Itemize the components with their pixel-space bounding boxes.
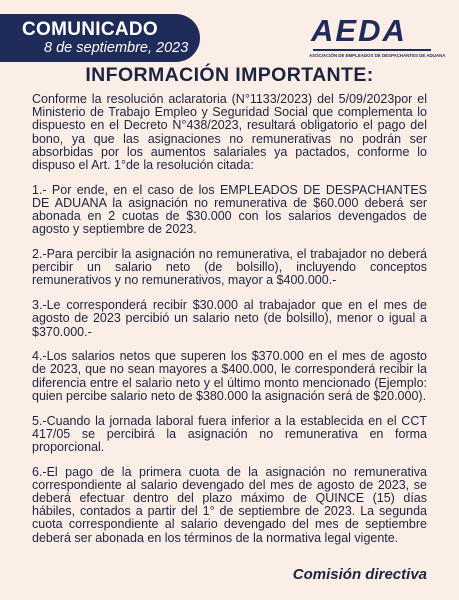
point-6: 6.-El pago de la primera cuota de la asignación no remunerativa correspondiente al salario devengado del mes de agosto de 2023, se deberá efectuar dentro del plazo máximo de QUINCE (15) días hábiles, contados a partir del 1° de septiembre de 2023. La segunda cuota correspondiente al salario devengado del mes de septiembre deberá ser abonada en los términos de la normativa legal vigente.	[32, 464, 427, 545]
communique-title: COMUNICADO	[22, 19, 158, 40]
signature: Comisión directiva	[292, 566, 427, 583]
main-heading: INFORMACIÓN IMPORTANTE:	[85, 64, 374, 86]
logo-wordmark: AEDA	[311, 13, 407, 48]
communique-badge	[0, 14, 200, 62]
intro-paragraph: Conforme la resolución aclaratoria (N°1133/2023) del 5/09/2023por el Ministerio de Trabajo Empleo y Seguridad Social que complementa lo dispuesto en el Decreto N°438/2023, resultará obligatorio el pago del bono, ya que las asignaciones no remunerativas no podrán ser absorbidas por los aumentos salariales ya pactados, conforme lo dispuso el Art. 1°de la resolución citada:	[32, 92, 427, 173]
point-5: 5.-Cuando la jornada laboral fuera inferior a la establecida en el CCT 417/05 se percibirá la asignación no remunerativa en forma proporcional.	[32, 413, 427, 454]
logo-divider	[313, 49, 431, 51]
communique-body	[32, 93, 427, 556]
point-1: 1.- Por ende, en el caso de los EMPLEADOS DE DESPACHANTES DE ADUANA la asignación no remunerativa de $60.000 deberá ser abonada en 2 cuotas de $30.000 con los salarios devengados de agosto y septiembre de 2023.	[32, 182, 427, 237]
logo-subtitle: ASOCIACIÓN DE EMPLEADOS DE DESPACHANTES DE ADUANA	[309, 53, 446, 58]
point-4: 4.-Los salarios netos que superen los $370.000 en el mes de agosto de 2023, que no sean mayores a $400.000, le corresponderá recibir la diferencia entre el salario neto y el último monto mencionado (Ejemplo: quien percibe salario neto de $380.000 la asignación será de $20.000).	[32, 349, 427, 403]
point-3: 3.-Le corresponderá recibir $30.000 al trabajador que en el mes de agosto de 2023 percibió un salario neto (de bolsillo), menor o igual a $370.000.-	[32, 298, 427, 339]
aeda-logo	[305, 13, 446, 60]
point-2: 2.-Para percibir la asignación no remunerativa, el trabajador no deberá percibir un salario neto (de bolsillo), incluyendo conceptos remunerativos y no remunerativos, mayor a $400.000.-	[32, 247, 427, 288]
communique-date: 8 de septiembre, 2023	[44, 40, 189, 56]
